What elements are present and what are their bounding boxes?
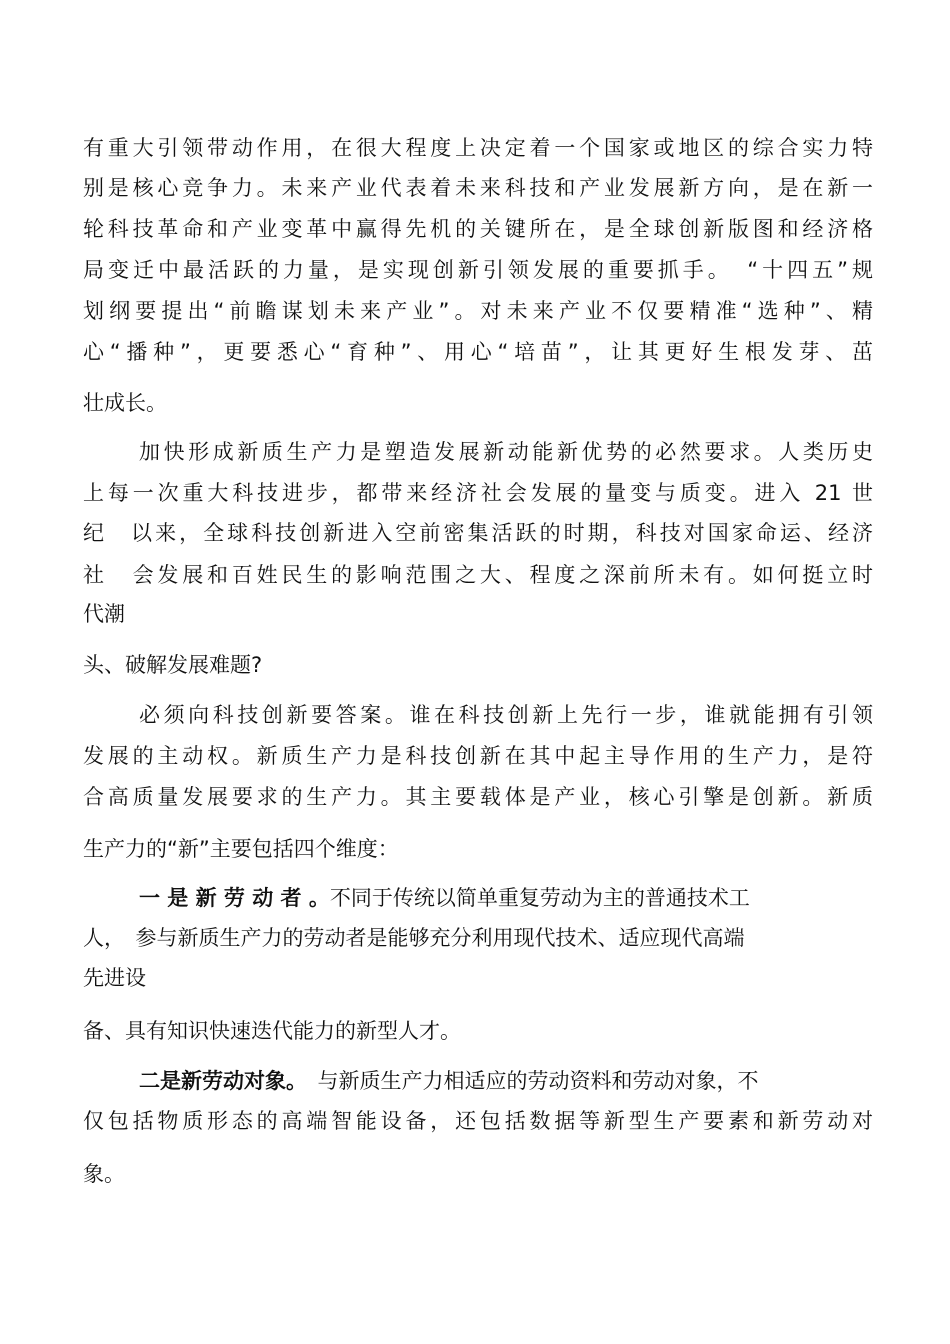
paragraph-3-line-4: 生产力的“新”主要包括四个维度： (83, 837, 399, 861)
new-labor-heading: 一 是 新 劳 动 者 。 (139, 886, 330, 910)
paragraph-2-line-1: 加快形成新质生产力是塑造发展新动能新优势的必然要求。人类历史 (139, 440, 873, 464)
paragraph-3-line-3: 合高质量发展要求的生产力。其主要载体是产业，核心引擎是创新。新质 (83, 785, 873, 809)
paragraph-2-line-2: 上每一次重大科技进步，都带来经济社会发展的量变与质变。进入 21 世 (83, 481, 873, 505)
paragraph-2-line-3: 纪 以来，全球科技创新进入空前密集活跃的时期，科技对国家命运、经济 (83, 521, 873, 545)
paragraph-1-line-3: 轮科技革命和产业变革中赢得先机的关键所在，是全球创新版图和经济格 (83, 217, 873, 241)
paragraph-1-line-6: 心“播种”，更要悉心“育种”、用心“培苗”，让其更好生根发芽、茁 (83, 340, 873, 364)
paragraph-4-line-2: 人， 参与新质生产力的劳动者是能够充分利用现代技术、适应现代高端 (83, 926, 745, 950)
new-labor-object-heading: 二是新劳动对象。 (139, 1069, 297, 1093)
paragraph-4-line-4: 备、具有知识快速迭代能力的新型人才。 (83, 1019, 461, 1043)
paragraph-1-line-2: 别是核心竞争力。未来产业代表着未来科技和产业发展新方向，是在新一 (83, 176, 873, 200)
paragraph-1-line-7: 壮成长。 (83, 391, 167, 415)
paragraph-2-line-6: 头、破解发展难题? (83, 653, 263, 677)
paragraph-4-line-1 (139, 883, 873, 913)
paragraph-3-line-1: 必须向科技创新要答案。谁在科技创新上先行一步，谁就能拥有引领 (139, 703, 873, 727)
paragraph-3-line-2: 发展的主动权。新质生产力是科技创新在其中起主导作用的生产力，是符 (83, 744, 873, 768)
paragraph-5-line-1 (139, 1066, 873, 1096)
paragraph-4-line-1-text: 不同于传统以简单重复劳动为主的普通技术工 (329, 886, 750, 910)
paragraph-5-line-3: 象。 (83, 1162, 125, 1186)
paragraph-4-line-3: 先进设 (83, 966, 146, 990)
paragraph-1-line-5: 划纲要提出“前瞻谋划未来产业”。对未来产业不仅要精准“选种”、精 (83, 299, 873, 323)
paragraph-5-line-1-text: 与新质生产力相适应的劳动资料和劳动对象，不 (296, 1069, 759, 1093)
paragraph-1-line-4: 局变迁中最活跃的力量，是实现创新引领发展的重要抓手。 “十四五”规 (83, 258, 873, 282)
paragraph-2-line-5: 代潮 (83, 602, 125, 626)
paragraph-5-line-2: 仅包括物质形态的高端智能设备，还包括数据等新型生产要素和新劳动对 (83, 1109, 873, 1133)
paragraph-2-line-4: 社 会发展和百姓民生的影响范围之大、程度之深前所未有。如何挺立时 (83, 563, 873, 587)
paragraph-1-line-1: 有重大引领带动作用，在很大程度上决定着一个国家或地区的综合实力特 (83, 136, 873, 160)
